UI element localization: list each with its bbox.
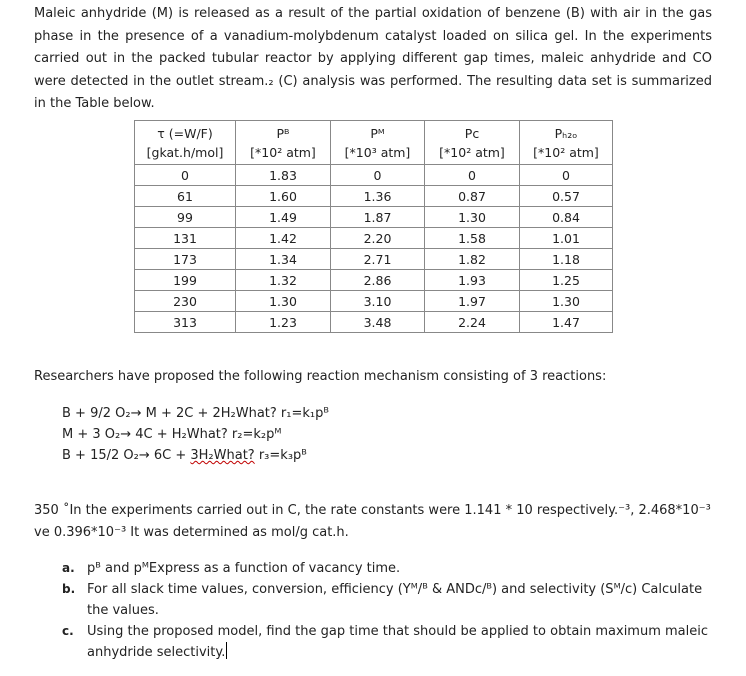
table-cell: 1.36 [331,186,425,207]
table-cell: 1.93 [425,270,520,291]
table-cell: 1.30 [425,207,520,228]
table-row [135,291,613,312]
table-header-row [135,121,613,165]
table-row [135,249,613,270]
table-cell: 1.83 [236,165,331,186]
table-cell: 0 [331,165,425,186]
table-cell: 0 [135,165,236,186]
table-cell: 2.24 [425,312,520,333]
intro-paragraph: Maleic anhydride (M) is released as a result of the partial oxidation of benzene (B) with air in the gas phase in the presence of a vanadium-molybdenum catalyst loaded on silica gel. In the experiments carried out in the packed tubular reactor by applying different gap times, maleic anhydride and CO were detected in the outlet stream.₂ (C) analysis was performed. The resulting data set is summarized in the Table below. [34,6,712,111]
table-cell: 230 [135,291,236,312]
reaction-3 [62,445,329,466]
header-pb-unit: [*10² atm] [250,144,316,160]
table-row [135,312,613,333]
table-row [135,228,613,249]
table-cell: 1.25 [520,270,613,291]
table-cell: 1.30 [236,291,331,312]
header-tau-unit: [gkat.h/mol] [146,144,224,160]
table-cell: 3.10 [331,291,425,312]
question-a-letter: a. [62,561,75,575]
question-a-text: pᴮ and pᴹExpress as a function of vacancy time. [87,561,401,576]
header-pc-unit: [*10² atm] [439,144,505,160]
table-cell: 0 [520,165,613,186]
header-pb [236,121,331,165]
rate-constants-text: 350 ˚In the experiments carried out in C, the rate constants were 1.141 * 10 respectively.⁻³, 2.468*10⁻³ ve 0.396*10⁻³ It was determined as mol/g cat.h. [34,503,711,540]
table-cell: 3.48 [331,312,425,333]
table-cell: 1.34 [236,249,331,270]
header-tau [135,121,236,165]
table-row [135,270,613,291]
header-ph2o [520,121,613,165]
reaction-1: B + 9/2 O₂→ M + 2C + 2H₂What? r₁=k₁pᴮ [62,406,329,421]
question-b [62,579,712,621]
table-row [135,186,613,207]
table-cell: 2.86 [331,270,425,291]
table-cell: 1.58 [425,228,520,249]
header-pc [425,121,520,165]
header-pm [331,121,425,165]
table-cell: 1.01 [520,228,613,249]
question-c-letter: c. [62,624,74,638]
mechanism-intro: Researchers have proposed the following reaction mechanism consisting of 3 reactions: [34,369,607,384]
reaction-2: M + 3 O₂→ 4C + H₂What? r₂=k₂pᴹ [62,427,282,442]
table-cell: 1.49 [236,207,331,228]
table-cell: 1.82 [425,249,520,270]
reaction-3-text: B + 15/2 O₂→ 6C + 3H₂What? r₃=k₃pᴮ [62,448,307,463]
table-cell: 61 [135,186,236,207]
table-row [135,165,613,186]
table-row [135,207,613,228]
table-cell: 1.18 [520,249,613,270]
spellcheck-underline: 3H₂What? [190,448,255,463]
table-cell: 0 [425,165,520,186]
data-table [134,120,613,333]
header-tau-label: τ (=W/F) [157,125,213,141]
table-cell: 173 [135,249,236,270]
header-pm-unit: [*10³ atm] [344,144,411,160]
header-pm-label: Pᴹ [370,125,385,141]
header-ph2o-label: Pₕ₂ₒ [554,125,578,141]
question-c[interactable] [62,621,712,663]
question-b-letter: b. [62,582,76,596]
table-cell: 1.87 [331,207,425,228]
table-cell: 0.57 [520,186,613,207]
table-cell: 131 [135,228,236,249]
table-body [135,165,613,333]
header-ph2o-unit: [*10² atm] [533,144,599,160]
table-cell: 1.23 [236,312,331,333]
table-cell: 199 [135,270,236,291]
question-b-text: For all slack time values, conversion, efficiency (Yᴹ/ᴮ & ANDc/ᴮ) and selectivity (Sᴹ/c) Calculate the values. [87,582,703,618]
question-list [62,558,712,663]
table-cell: 1.42 [236,228,331,249]
table-cell: 1.30 [520,291,613,312]
table-cell: 1.32 [236,270,331,291]
header-pc-label: Pc [464,125,480,141]
table-cell: 2.20 [331,228,425,249]
text-cursor [226,642,227,659]
table-cell: 0.87 [425,186,520,207]
reaction-list [62,403,329,466]
table-cell: 1.97 [425,291,520,312]
table-cell: 1.47 [520,312,613,333]
question-a [62,558,712,579]
question-c-text[interactable]: Using the proposed model, find the gap time that should be applied to obtain maximum maleic anhydride selectivity. [87,624,709,660]
table-cell: 99 [135,207,236,228]
table-cell: 0.84 [520,207,613,228]
table-cell: 1.60 [236,186,331,207]
header-pb-label: Pᴮ [276,125,290,141]
table-cell: 313 [135,312,236,333]
table-cell: 2.71 [331,249,425,270]
